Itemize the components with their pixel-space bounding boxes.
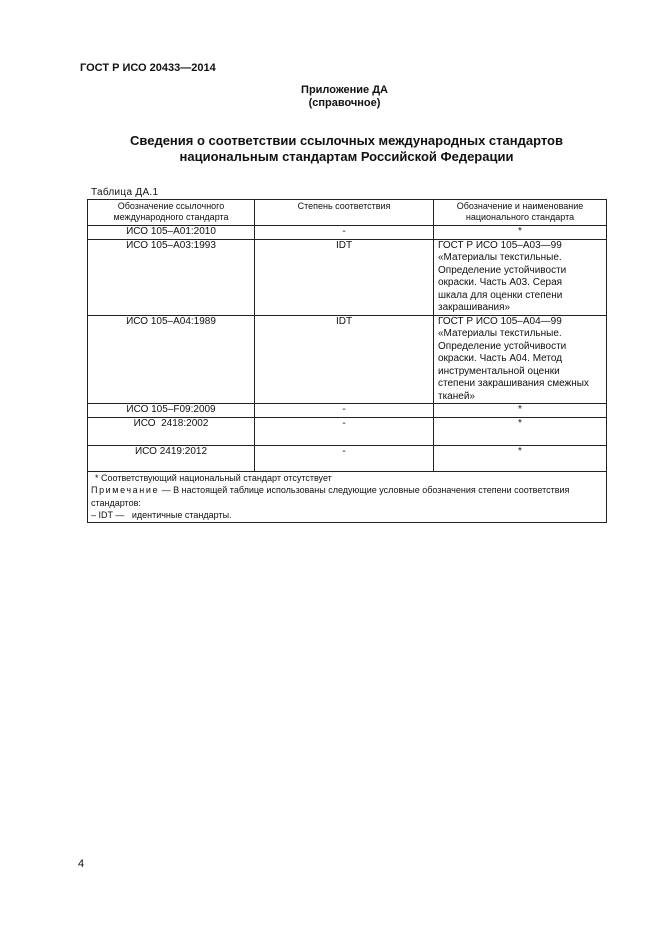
table-row	[88, 239, 607, 315]
note-label: Примечание	[91, 485, 160, 495]
cell-intl: ИСО 105–А03:1993	[88, 239, 255, 315]
appendix-heading	[0, 84, 661, 110]
cell-degree: -	[255, 404, 434, 418]
cell-degree: IDT	[255, 315, 434, 404]
title-line-2: национальным стандартам Российской Федерации	[179, 149, 514, 164]
cell-national: *	[434, 417, 607, 445]
table-row	[88, 226, 607, 240]
cell-national: *	[434, 404, 607, 418]
note-text: — В настоящей таблице использованы следующие условные обозначения степени соответствия стандартов:	[91, 485, 570, 508]
table-notes	[88, 471, 607, 522]
table-row	[88, 404, 607, 418]
table-label: Таблица ДА.1	[91, 187, 159, 198]
cell-national: ГОСТ Р ИСО 105–А03—99 «Материалы текстильные. Определение устойчивости окраски. Часть А03. Серая шкала для оценки степени закрашивания»	[434, 239, 607, 315]
table-notes-row	[88, 471, 607, 522]
footnote: * Соответствующий национальный стандарт отсутствует	[95, 472, 332, 483]
cell-intl: ИСО 105–А01:2010	[88, 226, 255, 240]
table-row	[88, 417, 607, 445]
appendix-type: (справочное)	[308, 97, 381, 109]
column-header-national: Обозначение и наименование национального стандарта	[434, 200, 607, 226]
table-row	[88, 315, 607, 404]
table-header-row	[88, 200, 607, 226]
page-title	[0, 133, 661, 165]
cell-intl: ИСО 2418:2002	[88, 417, 255, 445]
cell-degree: -	[255, 445, 434, 471]
page-number: 4	[78, 858, 85, 870]
column-header-intl: Обозначение ссылочного международного стандарта	[88, 200, 255, 226]
correspondence-table	[87, 199, 607, 523]
cell-degree: -	[255, 226, 434, 240]
cell-intl: ИСО 105–F09:2009	[88, 404, 255, 418]
title-line-1: Сведения о соответствии ссылочных международных стандартов	[130, 133, 563, 148]
idt-line: – IDT — идентичные стандарты.	[91, 510, 232, 520]
appendix-title: Приложение ДА	[301, 84, 388, 96]
cell-degree: IDT	[255, 239, 434, 315]
cell-degree: -	[255, 417, 434, 445]
cell-national: *	[434, 445, 607, 471]
cell-national: *	[434, 226, 607, 240]
table-row	[88, 445, 607, 471]
column-header-degree: Степень соответствия	[255, 200, 434, 226]
note	[91, 484, 603, 509]
document-code: ГОСТ Р ИСО 20433—2014	[80, 62, 216, 74]
cell-national: ГОСТ Р ИСО 105–А04—99 «Материалы текстильные. Определение устойчивости окраски. Часть А04. Метод инструментальной оценки степени закрашивания смежных тканей»	[434, 315, 607, 404]
cell-intl: ИСО 2419:2012	[88, 445, 255, 471]
cell-intl: ИСО 105–А04:1989	[88, 315, 255, 404]
